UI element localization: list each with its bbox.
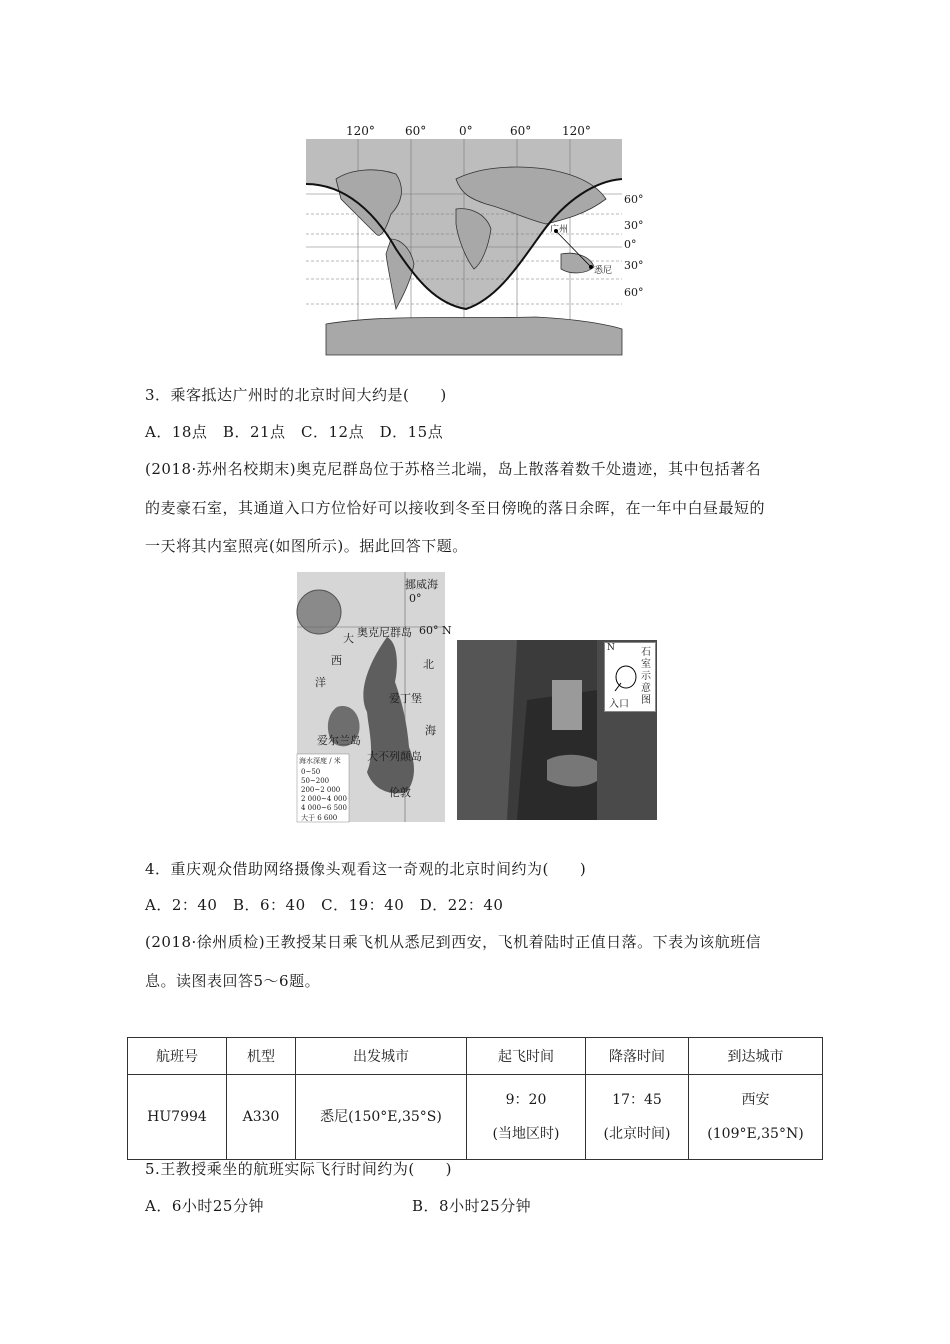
edinburgh-label: 爱丁堡 — [389, 692, 422, 705]
atlantic-label-3: 洋 — [315, 676, 326, 689]
chamber-inset — [604, 642, 656, 712]
lon-label-120e: 120° — [562, 124, 591, 138]
depth-legend-item: 大于 6 600 — [301, 814, 338, 822]
question-5-option-b: B．8小时25分钟 — [412, 1197, 532, 1215]
depth-legend-item: 50~200 — [301, 777, 330, 785]
lat-label-60n: 60° — [624, 193, 644, 206]
orkney-label: 奥克尼群岛 — [357, 626, 412, 639]
depth-legend-item: 200~2 000 — [301, 786, 341, 794]
question-3-options: A．18点 B．21点 C．12点 D．15点 — [145, 423, 444, 441]
question-3-stem: 3．乘客抵达广州时的北京时间大约是( ) — [145, 386, 447, 404]
landing-cell — [586, 1075, 689, 1160]
table-header: 出发城市 — [296, 1038, 467, 1075]
britain-label: 大不列颠岛 — [367, 750, 422, 763]
depth-legend-item: 4 000~6 500 — [301, 804, 347, 812]
question-5-option-a: A．6小时25分钟 — [145, 1197, 264, 1215]
world-daynight-map — [306, 139, 622, 355]
lat-label-0: 0° — [624, 238, 637, 251]
passage-1-line-2: 的麦豪石室，其通道入口方位恰好可以接收到冬至日傍晚的落日余晖，在一年中白昼最短的 — [145, 499, 766, 517]
lon-label-0: 0° — [459, 124, 473, 138]
aircraft-type: A330 — [227, 1075, 296, 1160]
inset-title-char: 意 — [641, 683, 651, 694]
table-header: 起飞时间 — [467, 1038, 586, 1075]
city-sydney-label: 悉尼 — [594, 266, 613, 276]
atlantic-label-1: 大 — [343, 632, 354, 645]
depth-legend-title: 海水深度 / 米 — [299, 757, 341, 765]
depth-legend-item: 2 000~4 000 — [301, 795, 347, 803]
city-guangzhou-label: 广州 — [550, 225, 569, 235]
passage-1-line-1: (2018·苏州名校期末)奥克尼群岛位于苏格兰北端，岛上散落着数千处遗迹，其中包括著名 — [145, 460, 762, 478]
departure-city: 悉尼(150°E,35°S) — [296, 1075, 467, 1160]
inset-title-char: 室 — [641, 659, 651, 670]
question-4-stem: 4．重庆观众借助网络摄像头观看这一奇观的北京时间约为( ) — [145, 860, 587, 878]
atlantic-label-2: 西 — [331, 654, 342, 667]
inset-title-char: 示 — [641, 671, 651, 682]
passage-2-line-2: 息。读图表回答5～6题。 — [145, 972, 321, 990]
question-4-options: A．2：40 B．6：40 C．19：40 D．22：40 — [145, 896, 504, 914]
inset-title-char: 石 — [641, 647, 651, 658]
landing-note: (北京时间) — [603, 1126, 671, 1142]
british-isles-map — [297, 572, 452, 822]
takeoff-note: (当地区时) — [492, 1126, 560, 1142]
north-sea-label-2: 海 — [425, 724, 436, 737]
table-row — [128, 1075, 823, 1160]
chamber-outline-icon — [613, 663, 641, 693]
maeshowe-chamber-photo — [457, 640, 657, 820]
lon-label-60e: 60° — [510, 124, 532, 138]
takeoff-cell — [467, 1075, 586, 1160]
flight-info-table — [127, 1037, 823, 1160]
zero-meridian-label: 0° — [409, 592, 422, 605]
arrival-city: 西安 — [741, 1092, 770, 1108]
entrance-label: 入口 — [609, 699, 629, 710]
north-sea-label-1: 北 — [423, 658, 434, 671]
takeoff-time: 9：20 — [505, 1092, 547, 1108]
norwegian-sea-label: 挪威海 — [405, 578, 438, 591]
table-header: 机型 — [227, 1038, 296, 1075]
lat-60n-label: 60° N — [419, 624, 452, 637]
passage-2-line-1: (2018·徐州质检)王教授某日乘飞机从悉尼到西安，飞机着陆时正值日落。下表为该航班信 — [145, 933, 762, 951]
table-header-row — [128, 1038, 823, 1075]
ireland-label: 爱尔兰岛 — [317, 734, 361, 747]
question-5-stem: 5.王教授乘坐的航班实际飞行时间约为( ) — [145, 1160, 453, 1178]
arrival-coords: (109°E,35°N) — [707, 1126, 804, 1142]
passage-1-line-3: 一天将其内室照亮(如图所示)。据此回答下题。 — [145, 537, 468, 555]
lon-label-60w: 60° — [405, 124, 427, 138]
lat-label-30n: 30° — [624, 219, 644, 232]
arrival-cell — [689, 1075, 823, 1160]
london-label: 伦敦 — [389, 786, 411, 799]
lat-label-60s: 60° — [624, 286, 644, 299]
table-header: 航班号 — [128, 1038, 227, 1075]
north-arrow-label: N — [607, 643, 615, 653]
table-header: 到达城市 — [689, 1038, 823, 1075]
lat-label-30s: 30° — [624, 259, 644, 272]
inset-title-char: 图 — [641, 695, 651, 706]
flight-number: HU7994 — [128, 1075, 227, 1160]
lon-label-120w: 120° — [346, 124, 375, 138]
depth-legend-item: 0~50 — [301, 768, 321, 776]
table-header: 降落时间 — [586, 1038, 689, 1075]
landing-time: 17：45 — [612, 1092, 662, 1108]
